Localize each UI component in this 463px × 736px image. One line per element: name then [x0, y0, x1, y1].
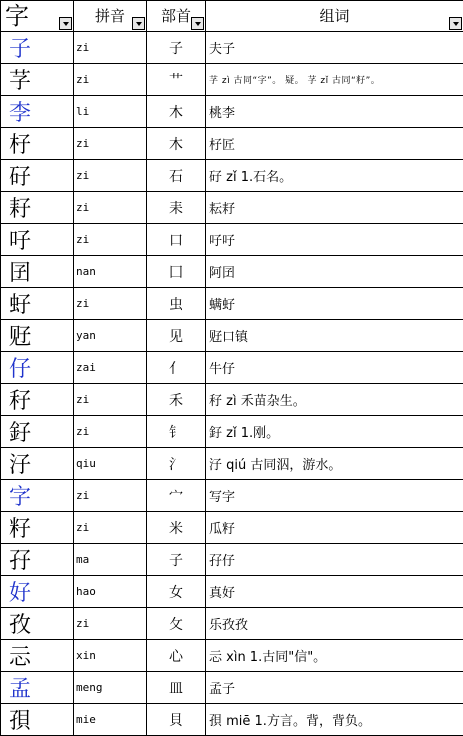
cell-pinyin[interactable]: zi	[74, 288, 147, 320]
cell-char[interactable]: 汓	[1, 448, 74, 480]
cell-char[interactable]: 觃	[1, 320, 74, 352]
cell-words[interactable]: 秄 zì 禾苗杂生。	[206, 384, 463, 416]
cell-words[interactable]: 真好	[206, 576, 463, 608]
header-words[interactable]	[206, 1, 463, 32]
cell-radical[interactable]: 貝	[147, 704, 206, 736]
cell-pinyin[interactable]: meng	[74, 672, 147, 704]
table-row	[1, 128, 463, 160]
cell-pinyin[interactable]: yan	[74, 320, 147, 352]
table-row	[1, 416, 463, 448]
cell-char[interactable]: 仔	[1, 352, 74, 384]
cell-radical[interactable]: 米	[147, 512, 206, 544]
cell-pinyin[interactable]: nan	[74, 256, 147, 288]
chevron-down-icon	[195, 22, 201, 26]
cell-char[interactable]: 好	[1, 576, 74, 608]
cell-char[interactable]: 孜	[1, 608, 74, 640]
table-row	[1, 352, 463, 384]
cell-char[interactable]: 籽	[1, 512, 74, 544]
header-pinyin[interactable]	[74, 1, 147, 32]
cell-pinyin[interactable]: zi	[74, 480, 147, 512]
cell-char[interactable]: 李	[1, 96, 74, 128]
cell-radical[interactable]: 子	[147, 544, 206, 576]
cell-char[interactable]: 耔	[1, 192, 74, 224]
header-radical[interactable]	[147, 1, 206, 32]
cell-char[interactable]: 芓	[1, 64, 74, 96]
table-row	[1, 96, 463, 128]
cell-radical[interactable]: 木	[147, 128, 206, 160]
cell-char[interactable]: 孟	[1, 672, 74, 704]
cell-pinyin[interactable]: zi	[74, 128, 147, 160]
cell-words[interactable]: 螨虸	[206, 288, 463, 320]
filter-char-button[interactable]	[59, 17, 72, 30]
cell-char[interactable]: 字	[1, 480, 74, 512]
table-body	[1, 32, 463, 736]
cell-char[interactable]: 囝	[1, 256, 74, 288]
cell-char[interactable]: 孖	[1, 544, 74, 576]
table-row	[1, 672, 463, 704]
filter-radical-button[interactable]	[191, 17, 204, 30]
table-row	[1, 288, 463, 320]
cell-pinyin[interactable]: zi	[74, 160, 147, 192]
cell-pinyin[interactable]: zi	[74, 416, 147, 448]
header-radical-label: 部首	[147, 1, 205, 31]
cell-words[interactable]: 乐孜孜	[206, 608, 463, 640]
cell-pinyin[interactable]: zai	[74, 352, 147, 384]
header-pinyin-label: 拼音	[74, 1, 146, 31]
table-row	[1, 256, 463, 288]
cell-radical[interactable]: 禾	[147, 384, 206, 416]
table-row	[1, 32, 463, 64]
cell-words[interactable]: 芓 zì 古同“字”。 疑。 芓 zǐ 古同“籽”。	[206, 64, 463, 96]
cell-words[interactable]: 觃口镇	[206, 320, 463, 352]
header-row	[1, 1, 463, 32]
chevron-down-icon	[136, 22, 142, 26]
cell-char[interactable]: 虸	[1, 288, 74, 320]
table-row	[1, 704, 463, 736]
cell-words[interactable]: 汓 qiú 古同泅，游水。	[206, 448, 463, 480]
cell-words[interactable]: 写字	[206, 480, 463, 512]
cell-pinyin[interactable]: zi	[74, 224, 147, 256]
cell-words[interactable]: 矷 zǐ 1.石名。	[206, 160, 463, 192]
cell-pinyin[interactable]: hao	[74, 576, 147, 608]
cell-radical[interactable]: 氵	[147, 448, 206, 480]
table-row	[1, 384, 463, 416]
cell-radical[interactable]: 见	[147, 320, 206, 352]
cell-radical[interactable]: 钅	[147, 416, 206, 448]
cell-words[interactable]: 夫子	[206, 32, 463, 64]
cell-radical[interactable]: 口	[147, 224, 206, 256]
header-words-label: 组词	[206, 1, 463, 31]
cell-char[interactable]: 子	[1, 32, 74, 64]
cell-radical[interactable]: 石	[147, 160, 206, 192]
chevron-down-icon	[63, 22, 69, 26]
cell-radical[interactable]: 艹	[147, 64, 206, 96]
header-char[interactable]	[1, 1, 74, 32]
cell-words[interactable]: 吇吇	[206, 224, 463, 256]
header-char-label: 字	[1, 1, 73, 31]
cell-pinyin[interactable]: mie	[74, 704, 147, 736]
cell-words[interactable]: 孟子	[206, 672, 463, 704]
cell-pinyin[interactable]: zi	[74, 192, 147, 224]
cell-radical[interactable]: 囗	[147, 256, 206, 288]
cell-words[interactable]: 瓜籽	[206, 512, 463, 544]
cell-char[interactable]: 矷	[1, 160, 74, 192]
cell-pinyin[interactable]: zi	[74, 64, 147, 96]
cell-char[interactable]: 釨	[1, 416, 74, 448]
table-row	[1, 160, 463, 192]
cell-words[interactable]: 孭 miē 1.方言。背，背负。	[206, 704, 463, 736]
table-row	[1, 608, 463, 640]
cell-words[interactable]: 忈 xìn 1.古同"信"。	[206, 640, 463, 672]
cell-pinyin[interactable]: zi	[74, 32, 147, 64]
table-row	[1, 192, 463, 224]
filter-words-button[interactable]	[449, 17, 462, 30]
cell-radical[interactable]: 子	[147, 32, 206, 64]
cell-pinyin[interactable]: qiu	[74, 448, 147, 480]
cell-words[interactable]: 釨 zǐ 1.刚。	[206, 416, 463, 448]
cell-pinyin[interactable]: zi	[74, 512, 147, 544]
table-row	[1, 544, 463, 576]
cell-pinyin[interactable]: li	[74, 96, 147, 128]
table-row	[1, 224, 463, 256]
cell-pinyin[interactable]: zi	[74, 384, 147, 416]
cell-pinyin[interactable]: xin	[74, 640, 147, 672]
cell-words[interactable]: 阿囝	[206, 256, 463, 288]
table-row	[1, 64, 463, 96]
chevron-down-icon	[453, 22, 459, 26]
table-row	[1, 320, 463, 352]
cell-radical[interactable]: 心	[147, 640, 206, 672]
table-row	[1, 480, 463, 512]
table-row	[1, 640, 463, 672]
cell-radical[interactable]: 虫	[147, 288, 206, 320]
cell-radical[interactable]: 木	[147, 96, 206, 128]
cell-pinyin[interactable]: ma	[74, 544, 147, 576]
cell-char[interactable]: 秄	[1, 384, 74, 416]
cell-pinyin[interactable]: zi	[74, 608, 147, 640]
cell-radical[interactable]: 攵	[147, 608, 206, 640]
table-row	[1, 448, 463, 480]
cell-radical[interactable]: 女	[147, 576, 206, 608]
cell-char[interactable]: 吇	[1, 224, 74, 256]
cell-words[interactable]: 杍匠	[206, 128, 463, 160]
cell-words[interactable]: 桃李	[206, 96, 463, 128]
table-row	[1, 576, 463, 608]
table-row	[1, 512, 463, 544]
cell-words[interactable]: 孖仔	[206, 544, 463, 576]
cell-words[interactable]: 耘耔	[206, 192, 463, 224]
cell-char[interactable]: 杍	[1, 128, 74, 160]
cell-radical[interactable]: 耒	[147, 192, 206, 224]
filter-pinyin-button[interactable]	[132, 17, 145, 30]
cell-radical[interactable]: 皿	[147, 672, 206, 704]
cell-words[interactable]: 牛仔	[206, 352, 463, 384]
cell-radical[interactable]: 亻	[147, 352, 206, 384]
cell-radical[interactable]: 宀	[147, 480, 206, 512]
cell-char[interactable]: 孭	[1, 704, 74, 736]
cell-char[interactable]: 忈	[1, 640, 74, 672]
